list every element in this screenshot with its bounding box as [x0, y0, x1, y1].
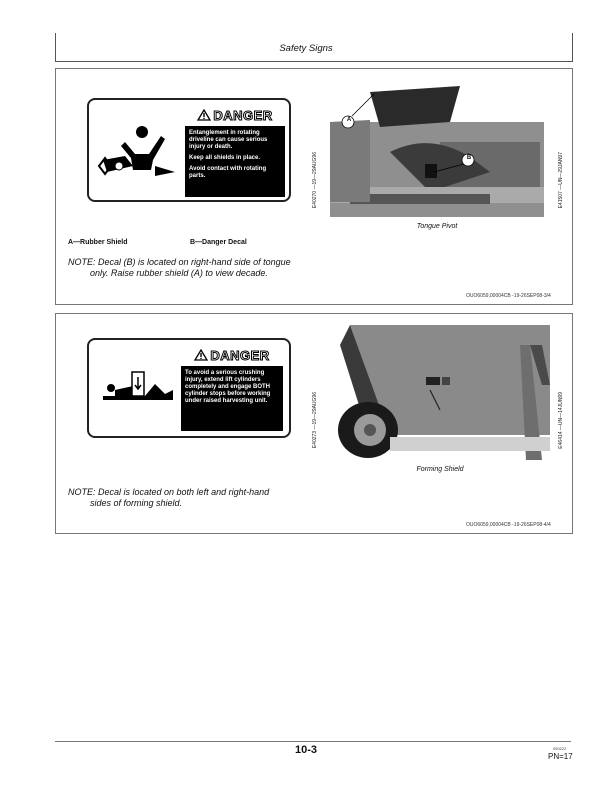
warning-triangle-icon	[194, 349, 208, 361]
note-text: only. Raise rubber shield (A) to view decade.	[90, 268, 268, 278]
danger-word: DANGER	[210, 347, 270, 363]
danger-message	[185, 127, 285, 197]
forming-shield-photo	[330, 325, 550, 460]
danger-decal-driveline	[87, 98, 291, 202]
photo-caption: Tongue Pivot	[416, 223, 458, 230]
note-text: NOTE: Decal is located on both left and right-hand	[68, 487, 270, 497]
pn-label: PN=17	[548, 752, 573, 761]
danger-line: Entanglement in rotating driveline can cause serious injury or death.	[189, 130, 268, 150]
entanglement-pictogram	[95, 122, 179, 182]
tongue-pivot-photo	[330, 82, 544, 217]
danger-line: To avoid a serious crushing injury, extend lift cylinders completely and engage BOTH cylinder stops before working under raised harvesting unit.	[185, 370, 271, 404]
danger-decal-crushing	[87, 338, 291, 438]
photo-code: E46414 —UN—14JUN99	[558, 392, 564, 449]
footer-code: 050222	[553, 746, 567, 751]
document-code: OUO6059,00004CB -19-26SEP08-3/4	[466, 293, 551, 299]
warning-triangle-icon	[197, 109, 211, 121]
section-title: Safety Signs	[279, 43, 333, 54]
photo-code: E40273 —19—29AUG96	[312, 392, 318, 449]
callout-a-label: A	[346, 117, 352, 123]
legend-item-b: B—Danger Decal	[190, 239, 247, 246]
note-text: sides of forming shield.	[90, 498, 183, 508]
photo-code: E40270 —19—29AUG96	[312, 152, 318, 209]
callout-b-label: B	[466, 155, 472, 161]
danger-word: DANGER	[213, 107, 273, 123]
danger-header	[181, 344, 283, 367]
photo-code: E41507 —UN—29JAN97	[558, 152, 564, 209]
danger-header	[185, 104, 285, 127]
legend-item-a: A—Rubber Shield	[68, 239, 128, 246]
danger-line: Keep all shields in place.	[189, 155, 261, 161]
footer-divider	[55, 741, 571, 742]
note-text: NOTE: Decal (B) is located on right-hand side of tongue	[68, 257, 291, 267]
document-code: OUO6059,00004CB -19-26SEP08-4/4	[466, 522, 551, 528]
crushing-pictogram	[95, 368, 179, 408]
danger-message	[181, 367, 283, 431]
photo-caption: Forming Shield	[416, 466, 464, 473]
danger-line: Avoid contact with rotating parts.	[189, 166, 267, 179]
page-number: 10-3	[294, 744, 318, 756]
